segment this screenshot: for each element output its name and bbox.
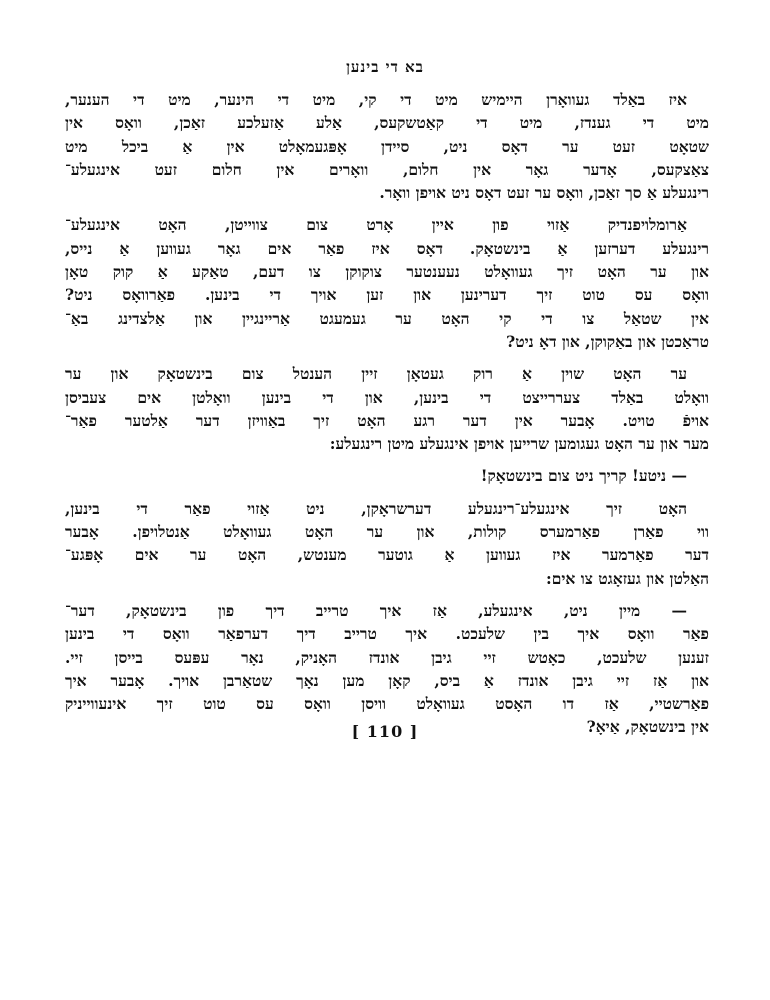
text-line: האַלטן און געזאָגט צו אים:: [545, 568, 709, 588]
text-line: רינגעלע אַ סך זאַכן, וואָס ער זעט דאָס ניט אויפן וואָר.: [379, 183, 709, 203]
text-line: רינגעלע דערזען אַ בינשטאָק. דאָס איז פאַר אים גאָר געווען אַ נייס,: [65, 238, 709, 258]
text-line: האָט זיך אינגעלע־רינגעלע דערשראָקן, ניט אַזוי פאַר די בינען,: [65, 498, 687, 518]
paragraph: [65, 213, 709, 353]
text-line: אַרומלויפנדיק אַזוי פון איין אָרט צום צווייטן, האָט אינגעלע־: [65, 215, 687, 235]
text-line: מער און ער האָט געגומען שרייען אויפן אינגעלע מיטן רינגעלע:: [329, 434, 709, 454]
text-line: וואָלט באַלד צעררייצט די בינען, און די בינען וואָלטן אים צעביסן: [65, 387, 709, 407]
paragraph: [65, 497, 709, 590]
text-line: דער פאַרמער איז געווען אַ גוטער מענטש, האָט ער אים אָפּגע־: [65, 545, 709, 565]
text-line: אין בינשטאָק, אַיאָ?: [586, 717, 709, 737]
text-line: אין שטאַל צו די קי האָט ער געמעגט אַריינגיין און אַלצדינג באַ־: [65, 308, 709, 328]
body-text: [65, 88, 709, 748]
text-line: צאַצקעס, אָדער גאָר אין חלום, וואָרים אין חלום זעט אינגעלע־: [65, 159, 709, 179]
text-line: און אַז זיי גיבן אונדז אַ ביס, קאָן מען נאָך שטאַרבן אויך. אָבער איך: [65, 670, 709, 690]
text-line: שטאָט זעט ער דאָס ניט, סיידן אָפּגעמאָלט אין אַ ביכל מיט: [65, 136, 709, 156]
text-line: — מיין ניט, אינגעלע, אַז איך טרייב דיך פון בינשטאָק, דער־: [65, 600, 687, 620]
text-line: ער האָט שוין אַ רוק געטאָן זיין הענטל צום בינשטאָק און ער: [65, 364, 687, 384]
running-head: בא די בינען: [346, 58, 424, 76]
text-line: און ער האָט זיך געוואָלט נעענטער צוקוקן צו דעם, טאַקע אַ קוק טאָן: [65, 262, 709, 282]
text-line: אויפֿ טויט. אָבער אין דער רגע האָט זיך באַוויזן דער אַלטער פאַר־: [65, 410, 709, 430]
text-line: וואָס עס טוט זיך דערינען און זען אויך די בינען. פאַרוואָס ניט?: [65, 285, 709, 305]
paragraph: [65, 88, 709, 204]
text-line: זענען שלעכט, כאָטש זיי גיבן אונדז האָניק, נאָר עפּעס בייסן זיי.: [65, 647, 709, 667]
text-line: — ניטע! קריך ניט צום בינשטאָק!: [480, 466, 687, 486]
paragraph: [65, 599, 709, 739]
text-line: פאַר וואָס איך בין שלעכט. איך טרייב דיך דערפאַר וואָס די בינען: [65, 624, 709, 644]
text-line: מיט די גענדז, מיט די קאַטשקעס, אַלע אַזעלכע זאַכן, וואָס אין: [65, 113, 709, 133]
text-line: טראַכטן און באַקוקן, און דאָ ניט?: [506, 331, 709, 351]
text-line: פאַרשטיי, אַז דו האָסט געוואָלט וויסן וואָס עס טוט זיך אינעווייניק: [65, 694, 709, 714]
text-line: איז באַלד געוואָרן היימיש מיט די קי, מיט די הינער, מיט די הענער,: [65, 90, 687, 109]
paragraph: [65, 464, 709, 487]
text-line: ווי פאַרן פאַרמערס קולות, און ער האָט געוואָלט אַנטלויפן. אָבער: [65, 522, 709, 542]
page-number: [ 110 ]: [351, 722, 419, 741]
paragraph: [65, 362, 709, 455]
